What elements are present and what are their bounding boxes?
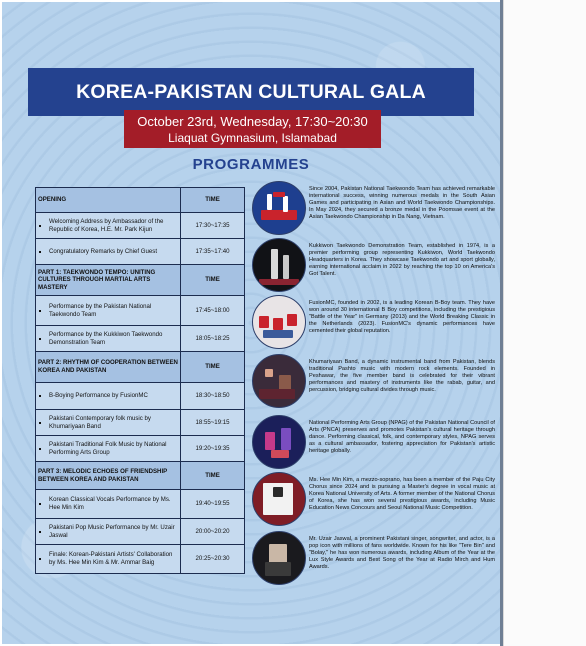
programme-item <box>38 248 178 256</box>
programme-name-cell <box>36 383 181 410</box>
section-title-cell: PART 2: RHYTHM OF COOPERATION BETWEEN KOREA AND PAKISTAN <box>36 352 181 383</box>
bullet-icon <box>39 225 41 227</box>
date-banner <box>124 110 381 148</box>
programme-item <box>38 392 178 400</box>
section-title-cell: OPENING <box>36 188 181 213</box>
table-row <box>36 519 245 545</box>
programme-item <box>38 524 178 539</box>
photo-detail <box>273 487 283 497</box>
time-cell: 20:25~20:30 <box>181 545 245 574</box>
programme-item <box>38 441 178 456</box>
performer-description: Mr. Uzair Jaswal, a prominent Pakistani singer, songwriter, and actor, is a pop icon with millions of fans worldwide. Known for his like "Tere Bin" and "Bolay," he has won numerous awards, including Album of the Year at the Lux Style Awards and Best Song of the Year at Radio Mirch and Hum Awards. <box>309 536 495 570</box>
programme-name: B-Boying Performance by FusionMC <box>49 392 148 400</box>
uzair-jaswal-photo <box>252 531 306 585</box>
bullet-icon <box>39 531 41 533</box>
performer-description: Kukkiwon Taekwondo Demonstration Team, established in 1974, is a premier performing group representing Kukkiwon, World Taekwondo Headquarters in Korea. They showcase Taekwondo art and sport globally, earning international acclaim in 2022 by reaching the top 10 on America's Got Talent. <box>309 243 495 277</box>
bullet-icon <box>39 558 41 560</box>
programme-name: Pakistani Pop Music Performance by Mr. Uzair Jaswal <box>49 523 175 539</box>
event-date: October 23rd, Wednesday, 17:30~20:30 <box>137 114 368 129</box>
table-row <box>36 436 245 462</box>
time-cell: 19:20~19:35 <box>181 436 245 462</box>
photo-detail <box>283 196 288 212</box>
time-header-cell: TIME <box>181 265 245 296</box>
kukkiwon-team-photo <box>252 238 306 292</box>
photo-detail <box>263 330 293 338</box>
photo-detail <box>259 279 299 285</box>
programme-item <box>38 303 178 318</box>
photo-detail <box>281 428 291 450</box>
hee-min-kim-photo <box>252 472 306 526</box>
performer-description: Khumariyaan Band, a dynamic instrumental band from Pakistan, blends traditional Pashto music with modern rock elements. Founded in Peshawar, the five member band is celebrated for their vibrant performances and mastery of instruments like the rabab, guitar, and percussion, bridging cultural divides through music. <box>309 359 495 393</box>
photo-detail <box>273 318 283 330</box>
fusionmc-photo <box>252 295 306 349</box>
photo-detail <box>273 192 285 197</box>
npag-photo <box>252 415 306 469</box>
programme-name: Pakistani Contemporary folk music by Khumariyaan Band <box>49 414 151 430</box>
table-row <box>36 490 245 519</box>
khumariyaan-band-photo <box>252 354 306 408</box>
photo-detail <box>259 389 295 399</box>
table-section-row <box>36 352 245 383</box>
viewer-side-panel <box>503 0 586 646</box>
programme-name-cell <box>36 213 181 239</box>
table-section-row <box>36 265 245 296</box>
table-row <box>36 545 245 574</box>
performer-description: FusionMC, founded in 2002, is a leading Korean B-Boy team. They have won around 30 international B Boy competitions, including the prestigious "Battle of the Year" in Germany (2013) and the World Breaking Classic in the Netherlands (2023). FusionMC's dynamic performances have cemented their global reputation. <box>309 300 495 334</box>
programme-name-cell <box>36 519 181 545</box>
table-row <box>36 213 245 239</box>
section-title-cell: PART 3: MELODIC ECHOES OF FRIENDSHIP BETWEEN KOREA AND PAKISTAN <box>36 462 181 490</box>
programme-name: Finale: Korean-Pakistani Artists' Collaboration by Ms. Hee Min Kim & Mr. Ammar Baig <box>49 551 173 566</box>
table-row <box>36 383 245 410</box>
programme-name: Pakistani Traditional Folk Music by National Performing Arts Group <box>49 440 167 456</box>
programme-name: Welcoming Address by Ambassador of the Republic of Korea, H.E. Mr. Park Kijun <box>49 217 164 233</box>
bullet-icon <box>39 395 41 397</box>
bullet-icon <box>39 310 41 312</box>
table-section-row <box>36 188 245 213</box>
time-header-cell: TIME <box>181 462 245 490</box>
event-venue: Liaquat Gymnasium, Islamabad <box>168 131 337 145</box>
programme-name-cell <box>36 239 181 265</box>
taekwondo-team-photo <box>252 181 306 235</box>
programme-name: Korean Classical Vocals Performance by Ms. Hee Min Kim <box>49 496 171 511</box>
bullet-icon <box>39 338 41 340</box>
programme-item <box>38 496 178 511</box>
performer-description: Ms. Hee Min Kim, a mezzo-soprano, has been a member of the Paju City Chorus since 2024 and is pursuing a Master's degree in vocal music at Korea National University of Arts. A former member of the National Chorus of Korea, she has won several prestigious awards, including Music Education News Concours and Seoul National Music Competition. <box>309 477 495 511</box>
programme-item <box>38 415 178 430</box>
table-row <box>36 296 245 326</box>
table-section-row <box>36 462 245 490</box>
time-cell: 17:45~18:00 <box>181 296 245 326</box>
bullet-icon <box>39 422 41 424</box>
programmes-heading: PROGRAMMES <box>192 156 310 173</box>
time-cell: 19:40~19:55 <box>181 490 245 519</box>
photo-detail <box>271 249 278 279</box>
bullet-icon <box>39 251 41 253</box>
time-header-cell: TIME <box>181 352 245 383</box>
programme-item <box>38 331 178 346</box>
time-header-cell: TIME <box>181 188 245 213</box>
gala-poster <box>2 2 500 644</box>
time-cell: 17:30~17:35 <box>181 213 245 239</box>
bullet-icon <box>39 448 41 450</box>
time-cell: 17:35~17:40 <box>181 239 245 265</box>
programme-item <box>38 551 178 566</box>
performer-description: National Performing Arts Group (NPAG) of the Pakistan National Council of Arts (PNCA) preserves and promotes Pakistan's cultural heritage through dance. Performing classical, folk, and contemporary styles, NPAG serves as a cultural ambassador, fostering appreciation for Pakistan's artistic heritage globally. <box>309 420 495 454</box>
photo-detail <box>261 210 297 220</box>
photo-detail <box>269 544 287 564</box>
photo-detail <box>271 450 289 458</box>
table-row <box>36 239 245 265</box>
time-cell: 18:55~19:15 <box>181 410 245 436</box>
programme-item <box>38 218 178 233</box>
programme-name-cell <box>36 410 181 436</box>
bullet-icon <box>39 503 41 505</box>
programme-table <box>35 187 245 574</box>
programme-name: Congratulatory Remarks by Chief Guest <box>49 247 158 255</box>
photo-detail <box>265 432 275 450</box>
programme-name-cell <box>36 545 181 574</box>
photo-detail <box>265 562 291 576</box>
time-cell: 18:30~18:50 <box>181 383 245 410</box>
programme-name-cell <box>36 326 181 352</box>
title-banner <box>28 68 474 116</box>
poster-title: KOREA-PAKISTAN CULTURAL GALA <box>76 80 426 103</box>
section-title-cell: PART 1: TAEKWONDO TEMPO: UNITING CULTURES THROUGH MARTIAL ARTS MASTERY <box>36 265 181 296</box>
photo-detail <box>265 369 273 377</box>
table-row <box>36 326 245 352</box>
time-cell: 20:00~20:20 <box>181 519 245 545</box>
programme-name-cell <box>36 436 181 462</box>
performer-description: Since 2004, Pakistan National Taekwondo Team has achieved remarkable international success, winning numerous medals in the South Asian Games and participating in Asian and World Taekwondo Championships. In May 2024, they secured a bronze medal in the Poomsae event at the Asian Taekwondo Championship in Da Nang, Vietnam. <box>309 186 495 220</box>
photo-detail <box>267 194 272 210</box>
time-cell: 18:05~18:25 <box>181 326 245 352</box>
photo-detail <box>287 314 297 326</box>
programme-name: Performance by the Pakistan National Taekwondo Team <box>49 302 152 318</box>
programme-name: Performance by the Kukkiwon Taekwondo Demonstration Team <box>49 330 163 346</box>
photo-detail <box>259 316 269 328</box>
programme-name-cell <box>36 490 181 519</box>
photo-detail <box>283 255 289 279</box>
programme-name-cell <box>36 296 181 326</box>
table-row <box>36 410 245 436</box>
